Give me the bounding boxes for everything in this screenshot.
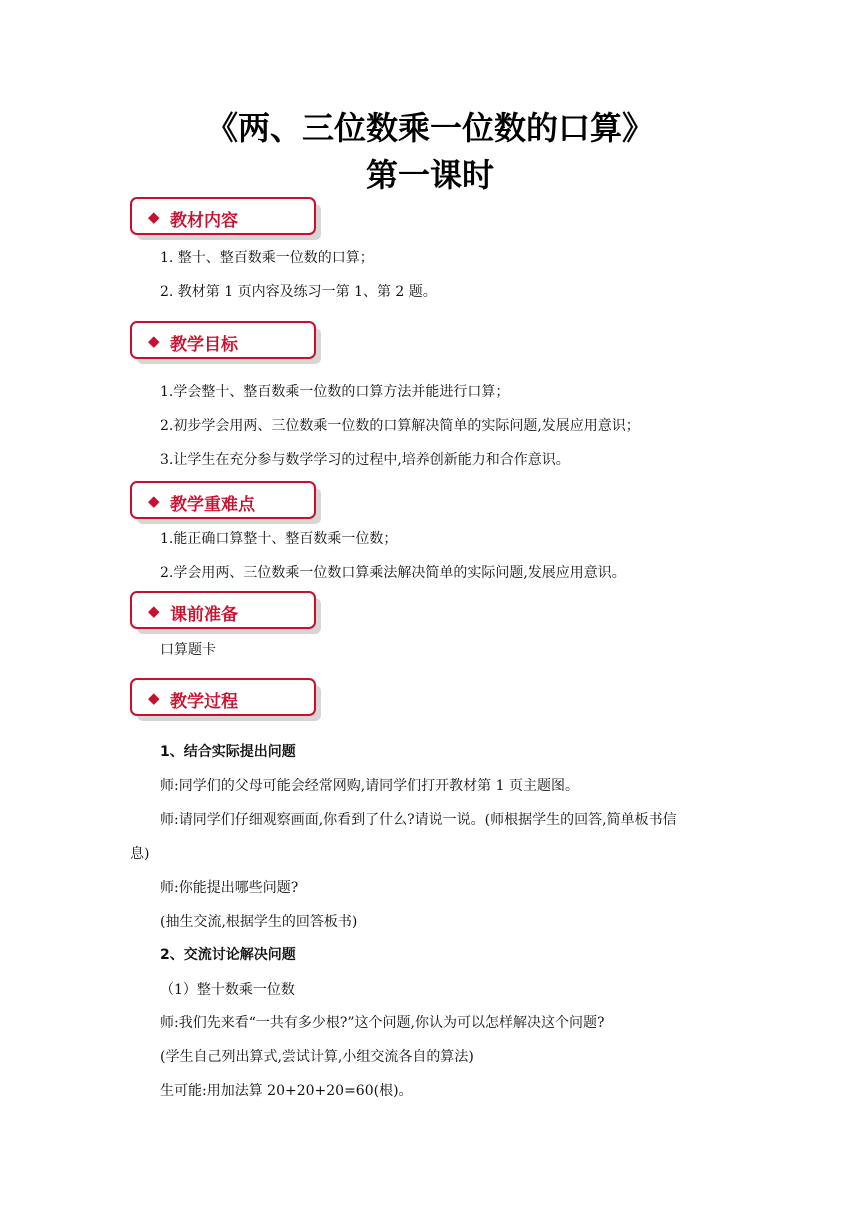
goal-item: 1.学会整十、整百数乘一位数的口算方法并能进行口算； [160,384,510,400]
section-label: 教学过程 [170,692,238,712]
page-subtitle: 第一课时 [365,156,494,194]
section-header-prep [130,591,316,629]
diamond-icon: ◆ [148,689,160,707]
diamond-icon: ◆ [148,208,160,226]
diamond-icon: ◆ [148,602,160,620]
process-line: (学生自己列出算式,尝试计算,小组交流各自的算法) [160,1049,474,1065]
section-label: 教学重难点 [170,495,255,515]
goal-item: 3.让学生在充分参与数学学习的过程中,培养创新能力和合作意识。 [160,452,570,468]
content-item: 1. 整十、整百数乘一位数的口算； [160,250,374,266]
keypoint-item: 1.能正确口算整十、整百数乘一位数； [160,531,398,547]
diamond-icon: ◆ [148,332,160,350]
process-line: 师:我们先来看“一共有多少根?”这个问题,你认为可以怎样解决这个问题? [160,1015,605,1031]
section-label: 课前准备 [170,605,238,625]
goal-item: 2.初步学会用两、三位数乘一位数的口算解决简单的实际问题,发展应用意识； [160,418,640,434]
section-label: 教材内容 [170,211,238,231]
keypoint-item: 2.学会用两、三位数乘一位数口算乘法解决简单的实际问题,发展应用意识。 [160,565,626,581]
section-header-process [130,678,316,716]
process-heading: 2、交流讨论解决问题 [160,947,296,963]
process-line: 息) [130,846,150,862]
section-header-keypoints [130,481,316,519]
process-line: (抽生交流,根据学生的回答板书) [160,914,358,930]
section-header-goals [130,321,316,359]
diamond-icon: ◆ [148,492,160,510]
process-line: 生可能:用加法算 20+20+20=60(根)。 [160,1083,413,1099]
process-line: 师:请同学们仔细观察画面,你看到了什么?请说一说。(师根据学生的回答,简单板书信 [160,812,677,828]
process-heading: 1、结合实际提出问题 [160,744,296,760]
content-item: 2. 教材第 1 页内容及练习一第 1、第 2 题。 [160,284,437,300]
process-line: 师:你能提出哪些问题? [160,880,299,896]
process-line: 师:同学们的父母可能会经常网购,请同学们打开教材第 1 页主题图。 [160,778,579,794]
process-line: （1）整十数乘一位数 [160,982,295,998]
prep-item: 口算题卡 [160,642,216,658]
page-title: 《两、三位数乘一位数的口算》 [205,109,654,147]
section-label: 教学目标 [170,335,238,355]
section-header-content [130,197,316,235]
